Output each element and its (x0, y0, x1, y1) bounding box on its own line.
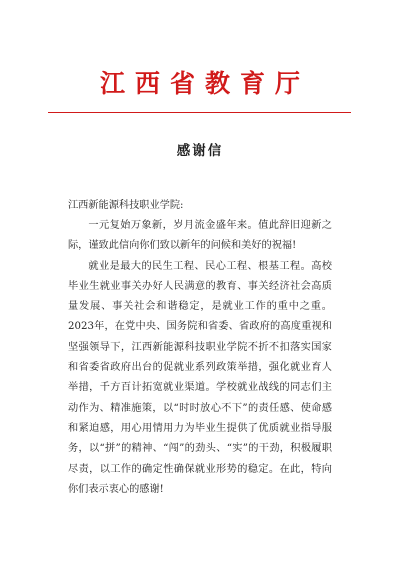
letter-paragraph: 一元复始万象新，岁月流金盛年来。值此辞旧迎新之际，谨致此信向你们致以新年的问候和美好的祝福! (68, 220, 332, 252)
letterhead-org-name: 江西省教育厅 (99, 69, 310, 98)
letter-title: 感谢信 (176, 143, 224, 159)
letter-body (68, 216, 332, 500)
letter-paragraph: 就业是最大的民生工程、民心工程、根基工程。高校毕业生就业事关办好人民满意的教育、事关经济社会高质量发展、事关社会和谐稳定，是就业工作的重中之重。2023年，在党中央、国务院和省委、省政府的高度重视和坚强领导下，江西新能源科技职业学院不折不扣落实国家和省委省政府出台的促就业系列政策举措，强化就业育人举措，千方百计拓宽就业渠道。学校就业战线的同志们主动作为、精准施策，以“时时放心不下”的责任感、使命感和紧迫感，用心用情用力为毕业生提供了优质就业指导服务，以“拼”的精神、“闯”的劲头、“实”的干劲，积极履职尽责，以工作的确定性确保就业形势的稳定。在此，特向你们表示衷心的感谢! (68, 260, 332, 495)
letter-greeting: 江西新能源科技职业学院: (68, 200, 184, 211)
letterhead-divider (48, 112, 351, 113)
